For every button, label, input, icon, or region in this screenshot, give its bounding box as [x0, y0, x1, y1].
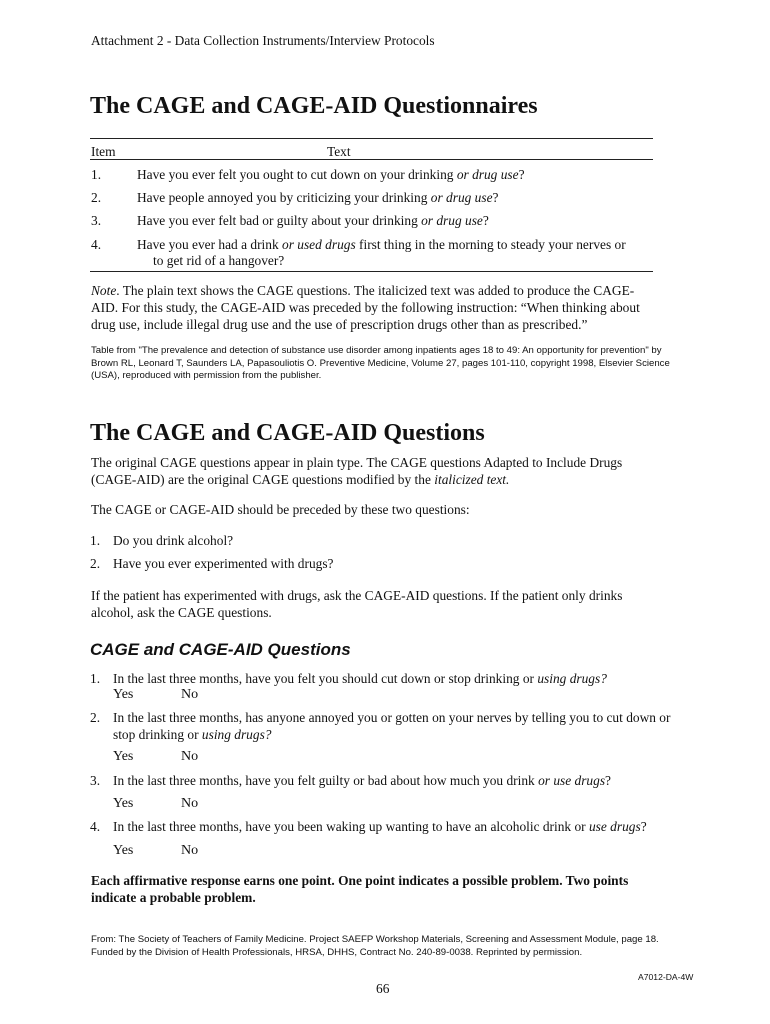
column-header-text: Text	[327, 144, 351, 159]
table-header-rule	[90, 159, 653, 160]
page-number: 66	[376, 981, 390, 996]
answer-yes[interactable]: Yes	[113, 796, 134, 811]
instruction-paragraph: If the patient has experimented with drugs, ask the CAGE-AID questions. If the patient only drinks alcohol, ask the CAGE questions.	[91, 588, 623, 620]
intro-paragraph: The original CAGE questions appear in plain type. The CAGE questions Adapted to Include Drugs (CAGE-AID) are the original CAGE questions modified by the italicized text.	[91, 455, 623, 487]
answer-no[interactable]: No	[181, 796, 199, 811]
cage-subheading: CAGE and CAGE-AID Questions	[90, 640, 351, 659]
answer-yes[interactable]: Yes	[113, 843, 134, 858]
preceded-text: The CAGE or CAGE-AID should be preceded by these two questions:	[91, 502, 470, 517]
scoring-text: Each affirmative response earns one point. One point indicates a possible problem. Two points indicate a probable problem.	[91, 873, 629, 905]
table-top-rule	[90, 138, 653, 139]
table-bottom-rule	[90, 271, 653, 272]
column-header-item: Item	[91, 144, 116, 159]
page-header: Attachment 2 - Data Collection Instruments/Interview Protocols	[91, 33, 435, 48]
answer-no[interactable]: No	[181, 749, 199, 764]
form-code: A7012-DA-4W	[638, 972, 694, 982]
answer-no[interactable]: No	[181, 687, 199, 702]
from-citation: From: The Society of Teachers of Family Medicine. Project SAEFP Workshop Materials, Screening and Assessment Module, page 18. Funded by the Division of Health Professionals, HRSA, DHHS, Contract No. 240-89-0038. Reprinted by permission.	[91, 934, 659, 958]
table-source: Table from "The prevalence and detection of substance use disorder among inpatients ages 18 to 49: An opportunity for prevention" by Brown RL, Leonard T, Saunders LA, Papasouliotis O. Preventive Medicine, Volume 27, pages 101-110, copyright 1998, Elsevier Science (USA), reproduced with permission from the publisher.	[91, 345, 670, 381]
table-note: Note. The plain text shows the CAGE questions. The italicized text was added to produce the CAGE-AID. For this study, the CAGE-AID was preceded by the following instruction: “When thinking about drug use, include illegal drug use and the use of prescription drugs other than as prescribed.”	[91, 283, 640, 332]
questionnaire-title: The CAGE and CAGE-AID Questionnaires	[90, 93, 538, 119]
answer-yes[interactable]: Yes	[113, 749, 134, 764]
answer-yes[interactable]: Yes	[113, 687, 134, 702]
questions-title: The CAGE and CAGE-AID Questions	[90, 420, 485, 446]
answer-no[interactable]: No	[181, 843, 199, 858]
